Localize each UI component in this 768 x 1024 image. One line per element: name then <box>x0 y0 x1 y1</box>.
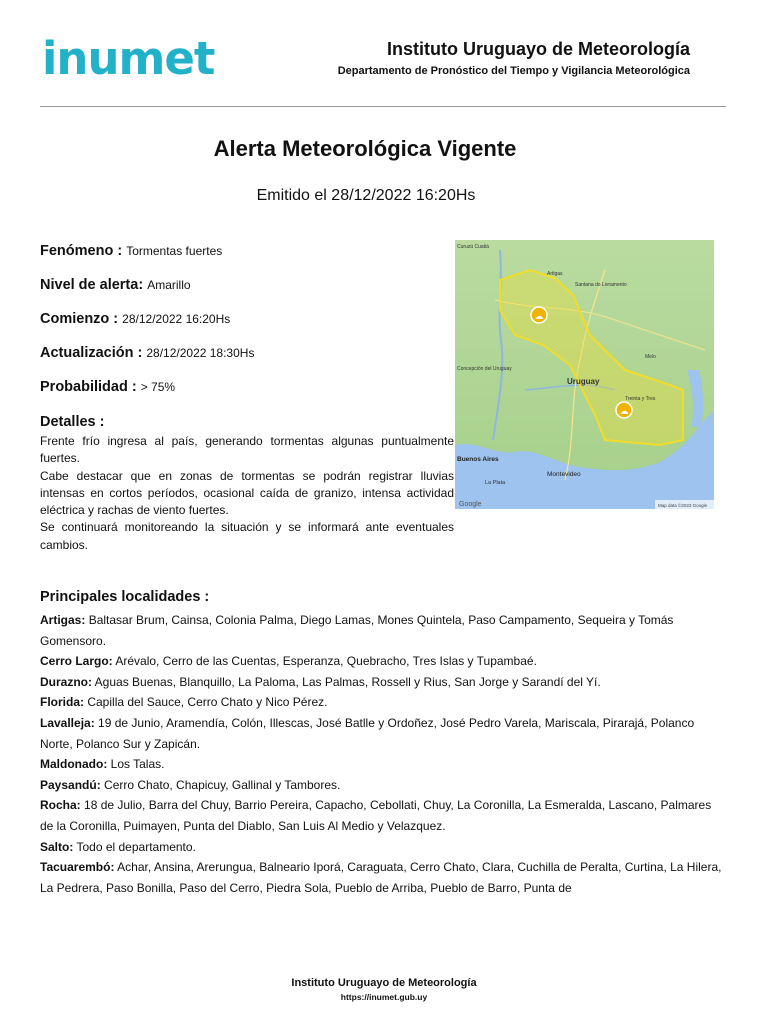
locality-names: Achar, Ansina, Arerungua, Balneario Iporá, Caraguata, Cerro Chato, Clara, Cuchilla de Peralta, Curtina, La Hilera, La Pedrera, Paso Bonilla, Paso del Cerro, Piedra Sola, Pueblo de Arriba, Pueblo de Barro, Punta de <box>40 860 722 895</box>
field-probability <box>40 379 175 395</box>
field-value: > 75% <box>140 380 176 394</box>
field-value: Amarillo <box>147 278 191 292</box>
locality-names: Los Talas. <box>110 757 165 772</box>
locality-names: Aguas Buenas, Blanquillo, La Paloma, Las Palmas, Rossell y Rius, San Jorge y Sarandí del Yí. <box>94 674 601 689</box>
list-item <box>40 610 726 651</box>
field-label: Nivel de alerta: <box>40 277 144 293</box>
locality-names: Baltasar Brum, Cainsa, Colonia Palma, Diego Lamas, Mones Quintela, Paso Campamento, Sequeira y Tomás Gomensoro. <box>40 613 674 648</box>
map-label-melo: Melo <box>645 354 656 360</box>
locality-names: Todo el departamento. <box>76 839 196 854</box>
list-item <box>40 837 726 858</box>
list-item <box>40 651 726 672</box>
inumet-logo: inumet <box>42 32 215 85</box>
map-label-artigas: Artigas <box>547 271 563 277</box>
field-label: Fenómeno : <box>40 243 123 259</box>
details-paragraph: Frente frío ingresa al país, generando tormentas algunas puntualmente fuertes. <box>40 434 454 466</box>
issued-date: Emitido el 28/12/2022 16:20Hs <box>256 187 476 204</box>
department-name: Maldonado: <box>40 757 108 772</box>
field-label: Comienzo : <box>40 311 119 327</box>
org-title: Instituto Uruguayo de Meteorología <box>386 39 690 59</box>
map-label-concepcion: Concepción del Uruguay <box>457 366 512 372</box>
department-name: Rocha: <box>40 798 81 813</box>
details-heading: Detalles : <box>40 414 105 430</box>
google-logo: Google <box>459 501 482 508</box>
localities-list <box>40 610 726 898</box>
map-label-treinta: Treinta y Tres <box>625 396 656 402</box>
locality-names: Capilla del Sauce, Cerro Chato y Nico Pérez. <box>87 695 328 710</box>
department-name: Salto: <box>40 839 74 854</box>
map-label-uruguay: Uruguay <box>567 377 600 386</box>
list-item <box>40 692 726 713</box>
list-item <box>40 672 726 693</box>
map-label-montevideo: Montevideo <box>547 471 581 478</box>
locality-names: 18 de Julio, Barra del Chuy, Barrio Pereira, Capacho, Cebollati, Chuy, La Coronilla, La Esmeralda, Lascano, Palmares de la Coronilla, Puimayen, Punta del Diablo, San Luis Al Medio y Velazquez. <box>40 798 712 833</box>
details-paragraph: Se continuará monitoreando la situación y se informará ante eventuales cambios. <box>40 520 454 552</box>
storm-marker-icon: ☁ <box>619 407 629 417</box>
storm-marker-icon: ☁ <box>534 312 544 322</box>
list-item <box>40 713 726 754</box>
map-label-santana: Santana do Livramento <box>575 282 627 288</box>
field-label: Probabilidad : <box>40 379 137 395</box>
map-label-curuzu: Curuzú Cuatiá <box>457 244 489 250</box>
header-divider <box>40 106 726 107</box>
details-text <box>40 433 454 554</box>
field-phenomenon <box>40 243 222 259</box>
field-value: 28/12/2022 18:30Hs <box>146 346 255 360</box>
list-item <box>40 857 726 898</box>
field-value: 28/12/2022 16:20Hs <box>122 312 231 326</box>
list-item <box>40 754 726 775</box>
department-name: Durazno: <box>40 674 92 689</box>
footer-org-name: Instituto Uruguayo de Meteorología <box>291 977 477 989</box>
department-name: Tacuarembó: <box>40 860 115 875</box>
department-subtitle: Departamento de Pronóstico del Tiempo y Vigilancia Meteorológica <box>337 65 690 77</box>
field-start <box>40 311 230 327</box>
alert-map <box>455 240 714 509</box>
locality-names: 19 de Junio, Aramendía, Colón, Illescas, José Batlle y Ordoñez, José Pedro Varela, Mariscala, Pirarajá, Polanco Norte, Polanco Sur y Zapicán. <box>40 715 695 751</box>
localities-heading: Principales localidades : <box>40 589 210 605</box>
field-update <box>40 345 254 361</box>
map-label-la-plata: La Plata <box>485 480 506 486</box>
map-attribution: Map data ©2022 Google <box>658 503 708 508</box>
alert-title: Alerta Meteorológica Vigente <box>213 136 517 161</box>
department-name: Artigas: <box>40 613 86 627</box>
department-name: Florida: <box>40 695 84 710</box>
list-item <box>40 795 726 836</box>
field-alert-level <box>40 277 191 293</box>
field-label: Actualización : <box>40 345 143 361</box>
locality-names: Cerro Chato, Chapicuy, Gallinal y Tambores. <box>104 777 341 792</box>
department-name: Cerro Largo: <box>40 654 113 669</box>
details-paragraph: Cabe destacar que en zonas de tormentas se podrán registrar lluvias intensas en cortos períodos, ocasional caída de granizo, intensa actividad eléctrica y rachas de viento fuertes. <box>40 468 454 518</box>
department-name: Paysandú: <box>40 777 101 792</box>
map-label-buenos-aires: Buenos Aires <box>457 456 499 463</box>
department-name: Lavalleja: <box>40 715 95 730</box>
field-value: Tormentas fuertes <box>126 244 223 258</box>
locality-names: Arévalo, Cerro de las Cuentas, Esperanza, Quebracho, Tres Islas y Tupambaé. <box>115 654 537 669</box>
footer-url[interactable]: https://inumet.gub.uy <box>340 992 428 1002</box>
list-item <box>40 775 726 796</box>
